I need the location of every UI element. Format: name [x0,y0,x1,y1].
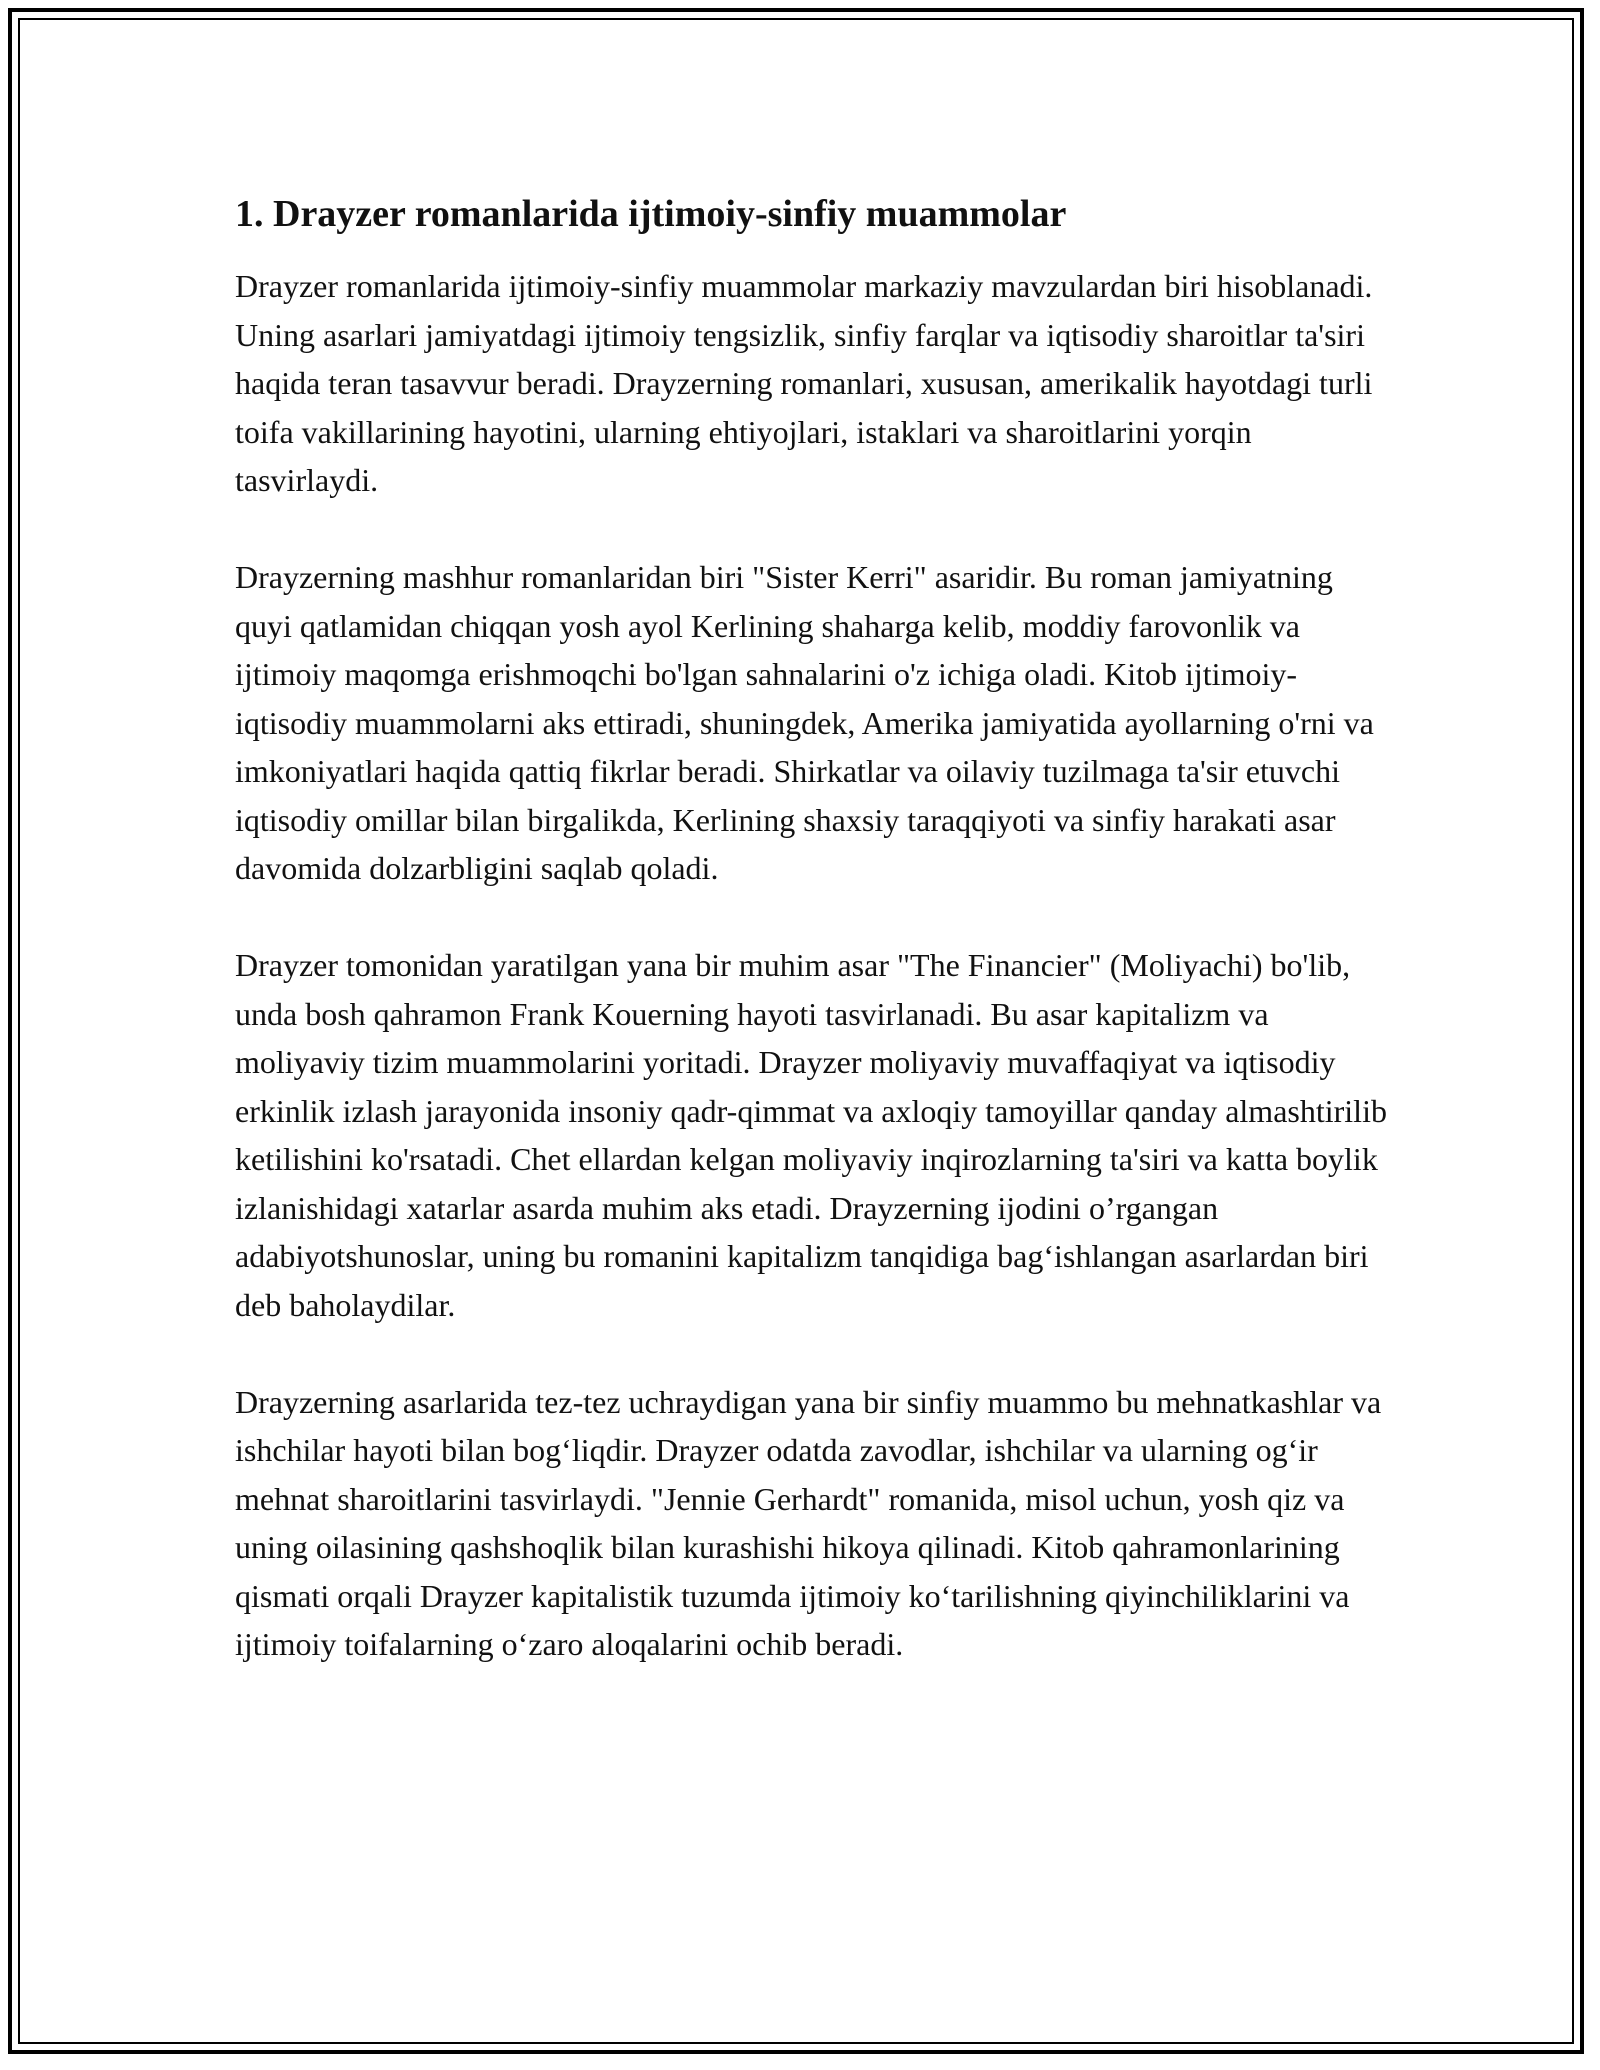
paragraph-financier: Drayzer tomonidan yaratilgan yana bir muhim asar "The Financier" (Moliyachi) bo'lib, unda bosh qahramon Frank Kouerning hayoti tasvirlanadi. Bu asar kapitalizm va moliyaviy tizim muammolarini yoritadi. Drayzer moliyaviy muvaffaqiyat va iqtisodiy erkinlik izlash jarayonida insoniy qadr-qimmat va axloqiy tamoyillar qanday almashtirilib ketilishini ko'rsatadi. Chet ellardan kelgan moliyaviy inqirozlarning ta'siri va katta boylik izlanishidagi xatarlar asarda muhim aks etadi. Drayzerning ijodini o’rgangan adabiyotshunoslar, uning bu romanini kapitalizm tanqidiga bag‘ishlangan asarlardan biri deb baholaydilar. [235,947,1387,1323]
paragraph-intro: Drayzer romanlarida ijtimoiy-sinfiy muammolar markaziy mavzulardan biri hisoblanadi. Uning asarlari jamiyatdagi ijtimoiy tengsizlik, sinfiy farqlar va iqtisodiy sharoitlar ta'siri haqida teran tasavvur beradi. Drayzerning romanlari, xususan, amerikalik hayotdagi turli toifa vakillarining hayotini, ularning ehtiyojlari, istaklari va sharoitlarini yorqin tasvirlaydi. [235,268,1373,498]
paragraph-jennie-gerhardt: Drayzerning asarlarida tez-tez uchraydigan yana bir sinfiy muammo bu mehnatkashlar va ishchilar hayoti bilan bog‘liqdir. Drayzer odatda zavodlar, ishchilar va ularning og‘ir mehnat sharoitlarini tasvirlaydi. "Jennie Gerhardt" romanida, misol uchun, yosh qiz va uning oilasining qashshoqlik bilan kurashishi hikoya qilinadi. Kitob qahramonlarining qismati orqali Drayzer kapitalistik tuzumda ijtimoiy ko‘tarilishning qiyinchiliklarini va ijtimoiy toifalarning o‘zaro aloqalarini ochib beradi. [235,1383,1382,1662]
paragraph-sister-kerri: Drayzerning mashhur romanlaridan biri "Sister Kerri" asaridir. Bu roman jamiyatning quyi qatlamidan chiqqan yosh ayol Kerlining shaharga kelib, moddiy farovonlik va ijtimoiy maqomga erishmoqchi bo'lgan sahnalarini o'z ichiga oladi. Kitob ijtimoiy-iqtisodiy muammolarni aks ettiradi, shuningdek, Amerika jamiyatida ayollarning o'rni va imkoniyatlari haqida qattiq fikrlar beradi. Shirkatlar va oilaviy tuzilmaga ta'sir etuvchi iqtisodiy omillar bilan birgalikda, Kerlining shaxsiy taraqqiyoti va sinfiy harakati asar davomida dolzarbligini saqlab qoladi. [235,559,1374,886]
section-heading: 1. Drayzer romanlarida ijtimoiy-sinfiy muammolar [235,193,1067,235]
document-body [235,190,1395,1717]
